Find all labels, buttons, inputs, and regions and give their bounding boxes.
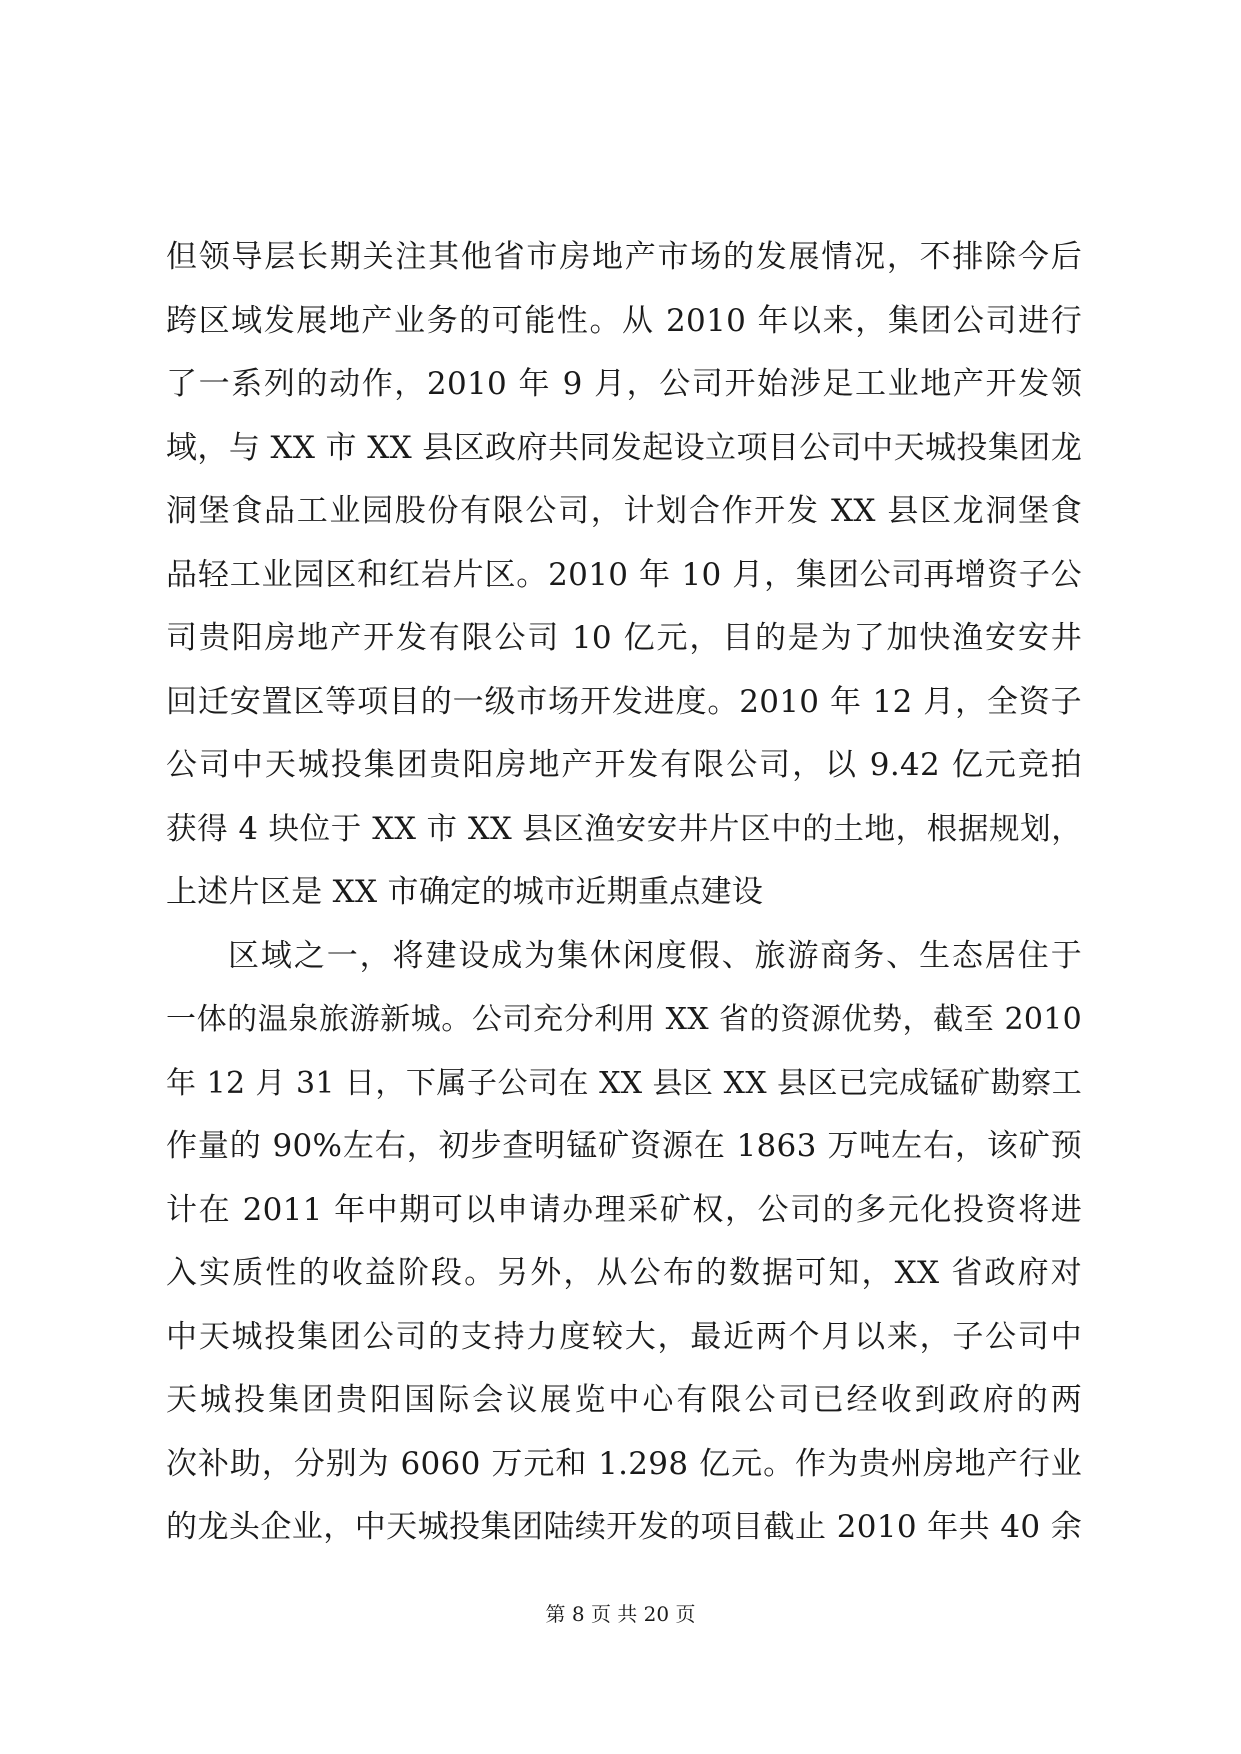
text-line: 年 12 月 31 日，下属子公司在 XX 县区 XX 县区已完成锰矿勘察工 — [166, 1065, 1082, 1101]
text-line: 跨区域发展地产业务的可能性。从 2010 年以来，集团公司进行 — [166, 302, 1082, 339]
text-line: 公司中天城投集团贵阳房地产开发有限公司，以 9.42 亿元竞拍 — [166, 747, 1082, 783]
text-line: 洞堡食品工业园股份有限公司，计划合作开发 XX 县区龙洞堡食 — [166, 493, 1082, 529]
text-line: 一体的温泉旅游新城。公司充分利用 XX 省的资源优势，截至 2010 — [166, 1002, 1082, 1037]
page-number-footer: 第 8 页 共 20 页 — [545, 1602, 696, 1626]
text-line: 司贵阳房地产开发有限公司 10 亿元，目的是为了加快渔安安井 — [166, 620, 1082, 656]
text-line: 的龙头企业，中天城投集团陆续开发的项目截止 2010 年共 40 余 — [166, 1509, 1082, 1545]
text-line: 计在 2011 年中期可以申请办理采矿权，公司的多元化投资将进 — [166, 1191, 1082, 1228]
text-line: 域，与 XX 市 XX 县区政府共同发起设立项目公司中天城投集团龙 — [166, 429, 1082, 466]
text-line: 但领导层长期关注其他省市房地产市场的发展情况，不排除今后 — [166, 239, 1082, 275]
text-line: 次补助，分别为 6060 万元和 1.298 亿元。作为贵州房地产行业 — [166, 1445, 1082, 1482]
text-line: 入实质性的收益阶段。另外，从公布的数据可知，XX 省政府对 — [166, 1255, 1082, 1291]
text-line: 中天城投集团公司的支持力度较大，最近两个月以来，子公司中 — [166, 1318, 1082, 1355]
text-line: 回迁安置区等项目的一级市场开发进度。2010 年 12 月，全资子 — [166, 683, 1082, 720]
text-line: 作量的 90%左右，初步查明锰矿资源在 1863 万吨左右，该矿预 — [166, 1128, 1082, 1164]
text-line: 了一系列的动作，2010 年 9 月，公司开始涉足工业地产开发领 — [166, 366, 1082, 402]
text-line: 天城投集团贵阳国际会议展览中心有限公司已经收到政府的两 — [166, 1382, 1082, 1418]
text-line: 上述片区是 XX 市确定的城市近期重点建设 — [166, 874, 764, 910]
text-line: 获得 4 块位于 XX 市 XX 县区渔安安井片区中的土地，根据规划， — [166, 811, 1082, 847]
text-line: 品轻工业园区和红岩片区。2010 年 10 月，集团公司再增资子公 — [166, 556, 1082, 593]
paragraph-first-line: 区域之一，将建设成为集休闲度假、旅游商务、生态居住于 — [228, 937, 1082, 974]
body-text — [166, 226, 1082, 1560]
